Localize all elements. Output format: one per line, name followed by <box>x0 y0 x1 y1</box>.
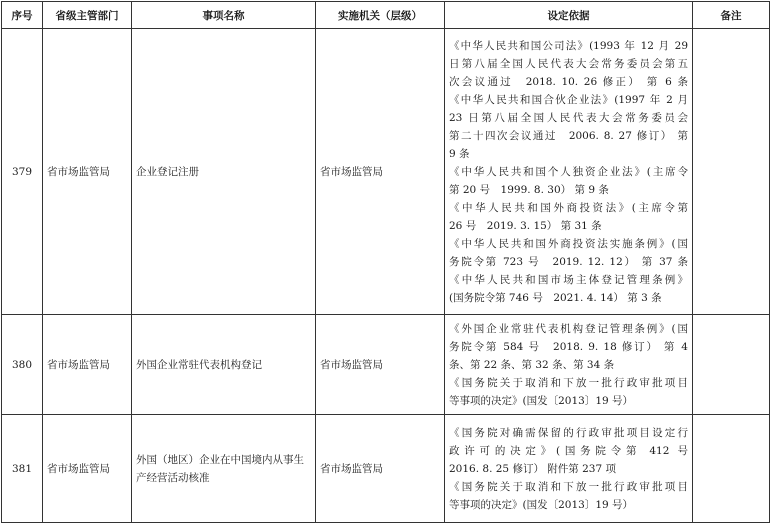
basis-line: 《中华人民共和国个人独资企业法》(主席令 <box>449 165 688 178</box>
header-basis: 设定依据 <box>445 2 693 29</box>
licensing-items-table <box>1 1 770 523</box>
basis-line: 第 20 号 1999. 8. 30） 第 9 条 <box>449 183 609 196</box>
basis-line: 26 号 2019. 3. 15） 第 31 条 <box>449 219 602 232</box>
basis-line: 次会议通过 2018. 10. 26 修正） 第 6 条 <box>449 75 688 88</box>
table-row <box>2 29 770 315</box>
row-note <box>693 415 770 523</box>
header-note: 备注 <box>693 2 770 29</box>
basis-line: 等事项的决定》(国发〔2013〕19 号） <box>449 498 634 511</box>
header-name: 事项名称 <box>132 2 316 29</box>
row-basis <box>445 29 693 315</box>
basis-line: 《中华人民共和国外商投资法》(主席令第 <box>449 201 688 214</box>
row-dept: 省市场监管局 <box>43 315 132 415</box>
basis-line: 政许可的决定》(国务院令第 412 号 <box>449 444 688 457</box>
basis-line: 2016. 8. 25 修订） 附件第 237 项 <box>449 462 617 475</box>
row-no: 380 <box>2 315 43 415</box>
basis-line: 《国务院关于取消和下放一批行政审批项目 <box>449 480 688 493</box>
row-dept: 省市场监管局 <box>43 415 132 523</box>
row-name: 外国（地区）企业在中国境内从事生产经营活动核准 <box>132 415 316 523</box>
table-row <box>2 415 770 523</box>
basis-line: (国务院令第 746 号 2021. 4. 14） 第 3 条 <box>449 291 662 304</box>
row-agency: 省市场监管局 <box>316 315 445 415</box>
basis-line: 《国务院对确需保留的行政审批项目设定行 <box>449 426 688 439</box>
row-dept: 省市场监管局 <box>43 29 132 315</box>
basis-line: 《外国企业常驻代表机构登记管理条例》(国 <box>449 322 688 335</box>
row-basis <box>445 315 693 415</box>
basis-line: 《中华人民共和国公司法》(1993 年 12 月 29 <box>449 39 688 52</box>
basis-line: 等事项的决定》(国发〔2013〕19 号） <box>449 394 634 407</box>
basis-line: 《中华人民共和国外商投资法实施条例》(国 <box>449 237 688 250</box>
basis-line: 务院令第 723 号 2019. 12. 12） 第 37 条 <box>449 255 688 268</box>
row-basis <box>445 415 693 523</box>
row-name: 外国企业常驻代表机构登记 <box>132 315 316 415</box>
row-no: 379 <box>2 29 43 315</box>
row-note <box>693 29 770 315</box>
row-no: 381 <box>2 415 43 523</box>
basis-line: 务院令第 584 号 2018. 9. 18 修订） 第 4 <box>449 340 688 353</box>
row-agency: 省市场监管局 <box>316 415 445 523</box>
basis-line: 《中华人民共和国合伙企业法》(1997 年 2 月 <box>449 93 688 106</box>
basis-line: 第二十四次会议通过 2006. 8. 27 修订） 第 <box>449 129 688 142</box>
row-name: 企业登记注册 <box>132 29 316 315</box>
basis-line: 《国务院关于取消和下放一批行政审批项目 <box>449 376 688 389</box>
header-no: 序号 <box>2 2 43 29</box>
basis-line: 《中华人民共和国市场主体登记管理条例》 <box>449 273 688 286</box>
header-agency: 实施机关（层级） <box>316 2 445 29</box>
basis-line: 条、第 22 条、第 32 条、第 34 条 <box>449 358 615 371</box>
basis-line: 日第八届全国人民代表大会常务委员会第五 <box>449 57 688 70</box>
basis-line: 23 日第八届全国人民代表大会常务委员会 <box>449 111 688 124</box>
header-row <box>2 2 770 29</box>
row-agency: 省市场监管局 <box>316 29 445 315</box>
table-row <box>2 315 770 415</box>
basis-line: 9 条 <box>449 147 470 160</box>
header-dept: 省级主管部门 <box>43 2 132 29</box>
row-note <box>693 315 770 415</box>
